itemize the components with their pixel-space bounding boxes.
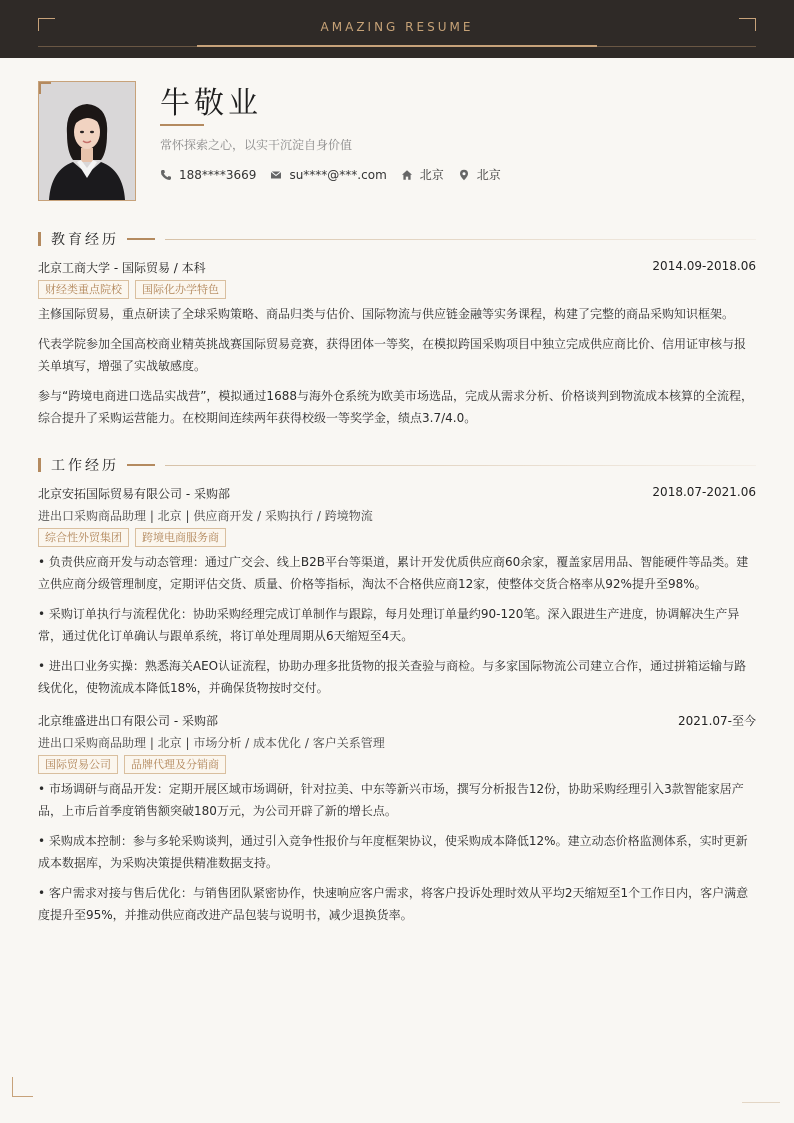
education-paragraph: 参与“跨境电商进口选品实战营”，模拟通过1688与海外仓系统为欧美市场选品，完成从需求分析、价格谈判到物流成本核算的全流程，综合提升了采购运营能力。在校期间连续两年获得校级一等奖学金，绩点3.7/4.0。 <box>38 389 753 425</box>
education-date: 2014.09-2018.06 <box>652 259 756 273</box>
work-bullet: • 客户需求对接与售后优化：与销售团队紧密协作，快速响应客户需求，将客户投诉处理时效从平均2天缩短至1个工作日内，客户满意度提升至95%，并推动供应商改进产品包装与说明书，减少退换货率。 <box>38 886 749 922</box>
contact-email <box>270 168 386 182</box>
contact-info <box>160 166 501 183</box>
education-section-header <box>38 229 756 249</box>
contact-location <box>458 166 501 183</box>
tag: 国际贸易公司 <box>38 755 118 774</box>
work-tags <box>38 528 226 547</box>
home-icon <box>401 169 413 181</box>
work-entry-header <box>38 712 756 729</box>
header-divider-accent <box>197 45 597 47</box>
tag: 国际化办学特色 <box>135 280 226 299</box>
work-bullet: • 市场调研与商品开发：定期开展区域市场调研，针对拉美、中东等新兴市场，撰写分析报告12份，协助采购经理引入3款智能家居产品，上市后首季度销售额突破180万元，为公司开辟了新的增长点。 <box>38 782 744 818</box>
education-paragraph: 代表学院参加全国高校商业精英挑战赛国际贸易竞赛，获得团体一等奖，在模拟跨国采购项目中独立完成供应商比价、信用证审核与报关单填写，增强了实战敏感度。 <box>38 337 747 373</box>
work-title: 北京安拓国际贸易有限公司 - 采购部 <box>38 487 230 501</box>
mail-icon <box>270 169 282 181</box>
education-title: 北京工商大学 - 国际贸易 / 本科 <box>38 261 206 275</box>
work-bullet: • 进出口业务实操：熟悉海关AEO认证流程，协助办理多批货物的报关查验与商检。与多家国际物流公司建立合作，通过拼箱运输与路线优化，使物流成本降低18%，并确保货物按时交付。 <box>38 659 747 695</box>
location-pin-icon <box>458 169 470 181</box>
corner-ornament-bottom-left <box>12 1077 33 1097</box>
header-title: AMAZING RESUME <box>320 20 474 34</box>
work-entry-header <box>38 485 756 502</box>
section-accent-line <box>127 464 155 466</box>
profile-photo <box>38 81 136 201</box>
work-date: 2018.07-2021.06 <box>652 485 756 499</box>
candidate-motto: 常怀探索之心，以实干沉淀自身价值 <box>160 138 353 152</box>
education-heading: 教育经历 <box>51 232 119 248</box>
section-accent-line <box>127 238 155 240</box>
work-subtitle: 进出口采购商品助理 | 北京 | 市场分析 / 成本优化 / 客户关系管理 <box>38 736 385 750</box>
work-bullet: • 采购订单执行与流程优化：协助采购经理完成订单制作与跟踪，每月处理订单量约90-120笔。深入跟进生产进度，协调解决生产异常，通过优化订单确认与跟单系统，将订单处理周期从6天缩短至4天。 <box>38 607 740 643</box>
work-bullet: • 采购成本控制：参与多轮采购谈判，通过引入竞争性报价与年度框架协议，使采购成本降低12%。建立动态价格监测体系，实时更新成本数据库，为采购决策提供精准数据支持。 <box>38 834 748 870</box>
candidate-name: 牛敬业 <box>160 86 262 121</box>
location-text: 北京 <box>476 168 501 182</box>
work-section-header <box>38 455 756 475</box>
section-marker <box>38 232 41 246</box>
section-divider <box>165 465 756 466</box>
phone-text: 188****3669 <box>179 167 257 182</box>
phone-icon <box>160 169 172 181</box>
work-tags <box>38 755 226 774</box>
section-divider <box>165 239 756 240</box>
work-heading: 工作经历 <box>51 458 119 474</box>
education-paragraph: 主修国际贸易，重点研读了全球采购策略、商品归类与估价、国际物流与供应链金融等实务课程，构建了完整的商品采购知识框架。 <box>38 307 735 321</box>
email-text: su****@***.com <box>289 167 387 182</box>
header-bar <box>0 0 794 58</box>
work-title: 北京维盛进出口有限公司 - 采购部 <box>38 714 218 728</box>
work-subtitle: 进出口采购商品助理 | 北京 | 供应商开发 / 采购执行 / 跨境物流 <box>38 509 373 523</box>
education-entry-header <box>38 259 756 276</box>
home-text: 北京 <box>419 168 444 182</box>
corner-ornament-bottom-right <box>742 1102 780 1103</box>
work-bullet: • 负责供应商开发与动态管理：通过广交会、线上B2B平台等渠道，累计开发优质供应商60余家，覆盖家居用品、智能硬件等品类。建立供应商分级管理制度，定期评估交货、质量、价格等指标，淘汰不合格供应商12家，使整体交货合格率从92%提升至98%。 <box>38 555 749 591</box>
name-underline <box>160 124 204 126</box>
section-marker <box>38 458 41 472</box>
contact-phone <box>160 168 256 182</box>
tag: 跨境电商服务商 <box>135 528 226 547</box>
tag: 财经类重点院校 <box>38 280 129 299</box>
photo-corner-mark <box>39 82 51 94</box>
tag: 品牌代理及分销商 <box>124 755 226 774</box>
work-date: 2021.07-至今 <box>678 714 756 728</box>
tag: 综合性外贸集团 <box>38 528 129 547</box>
education-tags <box>38 280 226 299</box>
contact-home <box>401 166 444 183</box>
portrait-illustration <box>39 82 135 200</box>
